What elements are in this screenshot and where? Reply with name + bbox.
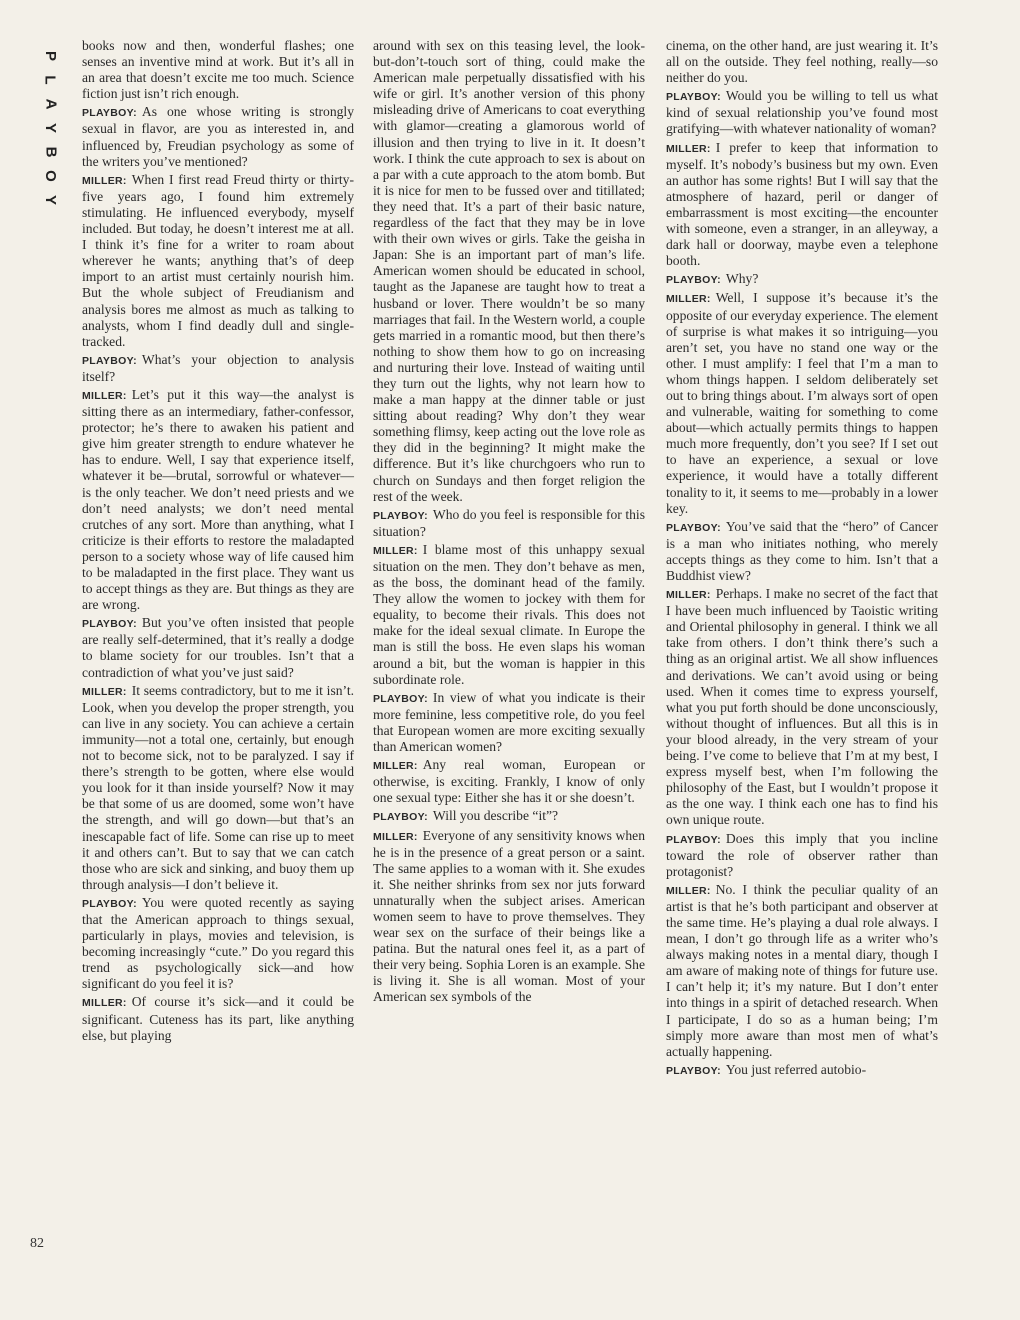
- paragraph-text: But you’ve often insisted that people are really self-determined, that it’s really a dodge to blame society for our troubles. Isn’t that a contradiction of what you’ve just said?: [82, 615, 354, 680]
- paragraph: [666, 290, 938, 516]
- paragraph-text: You’ve said that the “hero” of Cancer is a man who initiates nothing, who merely accepts things as they come to him. Isn’t that a Buddhist view?: [666, 518, 938, 583]
- paragraph-text: Does this imply that you incline toward the role of observer rather than protagonist?: [666, 830, 938, 879]
- speaker-label: MILLER:: [666, 293, 711, 306]
- speaker-label: PLAYBOY:: [666, 1064, 721, 1077]
- paragraph-text: Let’s put it this way—the analyst is sitting there as an intermediary, father-confessor, protector; he’s there to awaken his patient and give him greater strength to endure whatever he has to endure. Well, I say that experience itself, whatever it be—brutal, sorrowful or whatever—is the only teacher. We don’t need priests and we don’t need analysts; we don’t need mental crutches of any sort. More than anything, what I criticize is their efforts to restore the maladapted person to a society whose way of life caused him to be maladapted in the first place. They want us to accept things as they are. But things as they are are wrong.: [82, 386, 354, 613]
- paragraph: [82, 895, 354, 993]
- paragraph-text: Perhaps. I make no secret of the fact that I have been much influenced by Taoistic writing and Oriental philosophy in general. I think we all take from others. I don’t think there’s such a thing as an original artist. We all show influences and derivations. We can’t avoid using or being used. When it comes time to express yourself, what you put forth should be done unconsciously, without thought of influences. But all this is in your blood already, in the very stream of your being. I’ve come to believe that I’m at my best, I express myself best, when I’m following the philosophy of the East, but I wouldn’t propose it as the one way. I think each one has to find his own unique route.: [666, 586, 938, 828]
- masthead-letter: Y: [41, 122, 59, 134]
- paragraph-text: What’s your objection to analysis itself?: [82, 351, 354, 384]
- paragraph: [373, 757, 645, 806]
- speaker-label: MILLER:: [666, 589, 711, 602]
- speaker-label: PLAYBOY:: [82, 618, 137, 631]
- column-2: [373, 38, 645, 1008]
- paragraph: [666, 831, 938, 880]
- speaker-label: MILLER:: [666, 884, 711, 897]
- speaker-label: MILLER:: [373, 830, 418, 843]
- paragraph: [82, 615, 354, 680]
- paragraph-text: books now and then, wonderful flashes; one senses an inventive mind at work. But it’s all in an area that doesn’t excite me too much. Science fiction just isn’t rich enough.: [82, 38, 354, 102]
- paragraph-text: Will you describe “it”?: [432, 808, 559, 824]
- paragraph-text: cinema, on the other hand, are just wearing it. It’s all on the outside. They feel nothing, really—so neither do you.: [666, 38, 938, 86]
- paragraph-text: You were quoted recently as saying that the American approach to things sexual, particularly in plays, movies and television, is becoming increasingly “cute.” Do you regard this trend as psychologically sick—and how significant do you feel it is?: [82, 894, 354, 992]
- masthead-letter: Y: [41, 194, 59, 206]
- paragraph: [82, 683, 354, 893]
- paragraph-text: Any real woman, European or otherwise, is exciting. Frankly, I know of only one sexual type: Either she has it or she doesn’t.: [373, 757, 645, 806]
- paragraph-text: Why?: [725, 271, 759, 287]
- paragraph: [666, 271, 938, 288]
- column-1: [82, 38, 354, 1046]
- paragraph-text: I blame most of this unhappy sexual situation on the men. They don’t behave as men, as the boss, the dominant head of the family. They allow the women to jockey with them for equality, to become their rivals. This does not make for the ideal sexual climate. In Europe the man is still the boss. He even slaps his woman around a bit, but the woman is happier in this subordinate role.: [373, 541, 645, 687]
- paragraph-text: In view of what you indicate is their more feminine, less competitive role, do you feel that European women are more exciting sexually than American women?: [373, 689, 645, 755]
- paragraph: [82, 352, 354, 385]
- speaker-label: MILLER:: [666, 142, 711, 155]
- masthead: [38, 44, 62, 212]
- speaker-label: PLAYBOY:: [82, 354, 137, 367]
- masthead-letter: L: [41, 75, 59, 85]
- paragraph-text: It seems contradictory, but to me it isn’t. Look, when you develop the proper strength, you can live in any society. You can achieve a certain immunity—not a total one, certainly, but enough not to become sick, not to be paralyzed. I say if there’s strength to be gotten, where else would you look for it than inside yourself? Now it may be that some of us are doomed, some won’t have the strength, and will go down—but that’s an inescapable fact of life. Some can rise up to meet it and others can’t. But to say that we can catch those who are sick and sinking, and buoy them up through analysis—I don’t believe it.: [82, 682, 354, 892]
- paragraph: [666, 586, 938, 828]
- masthead-letter: O: [41, 170, 59, 182]
- paragraph: [666, 140, 938, 270]
- paragraph-text: I prefer to keep that information to myself. It’s nobody’s business but my own. Even an author has some rights! But I will say that the atmosphere of hazard, peril or danger of embarrassment is most exciting—the encounter with someone, even a stranger, in an alleyway, a dark hall or doorway, maybe even a telephone booth.: [666, 139, 938, 269]
- paragraph-text: No. I think the peculiar quality of an artist is that he’s both participant and observer at the same time. He’s playing a dual role always. I mean, I don’t go through life as a writer who’s always making notes in a mental diary, though I am aware of making note of things for future use. I can’t help it; it’s my nature. But I don’t enter into things in a spirit of detached research. When I participate, I do so as a human being; I’m simply more aware than most men of what’s actually happening.: [666, 881, 938, 1059]
- paragraph: [666, 882, 938, 1060]
- paragraph-text: Would you be willing to tell us what kind of sexual relationship you’ve found most gratifying—with whatever nationality of woman?: [666, 88, 938, 137]
- paragraph: [373, 507, 645, 540]
- speaker-label: PLAYBOY:: [666, 521, 721, 534]
- column-3: [666, 38, 938, 1081]
- speaker-label: MILLER:: [373, 760, 418, 773]
- speaker-label: PLAYBOY:: [82, 897, 137, 910]
- speaker-label: MILLER:: [82, 685, 127, 698]
- speaker-label: PLAYBOY:: [373, 509, 428, 522]
- paragraph: [373, 542, 645, 688]
- speaker-label: PLAYBOY:: [373, 811, 428, 824]
- paragraph: [666, 1062, 938, 1079]
- masthead-letter: P: [41, 50, 59, 62]
- speaker-label: PLAYBOY:: [82, 107, 137, 120]
- paragraph: [666, 519, 938, 584]
- speaker-label: MILLER:: [82, 389, 127, 402]
- paragraph-text: Of course it’s sick—and it could be significant. Cuteness has its part, like anything else, but playing: [82, 994, 354, 1043]
- paragraph: [373, 38, 645, 505]
- paragraph-text: You just referred autobio-: [725, 1061, 867, 1077]
- paragraph: [373, 828, 645, 1006]
- paragraph-text: Who do you feel is responsible for this situation?: [373, 506, 645, 539]
- paragraph: [373, 690, 645, 755]
- paragraph-text: Everyone of any sensitivity knows when he is in the presence of a great person or a saint. The same applies to a woman with it. She exudes it. She neither shrinks from sex nor juts forward unnaturally when the subject arises. American women seem to have to prove themselves. They wear sex on the surface of their beings like a patina. But the natural ones feel it, as a part of their very being. Sophia Loren is an example. She is living it. She is all woman. Most of your American sex symbols of the: [373, 827, 645, 1005]
- paragraph-text: As one whose writing is strongly sexual in flavor, are you as interested in, and influenced by, Freudian psychology as some of the writers you’ve mentioned?: [82, 104, 354, 169]
- paragraph: [82, 994, 354, 1043]
- paragraph: [82, 172, 354, 350]
- speaker-label: PLAYBOY:: [666, 833, 721, 846]
- paragraph-text: Well, I suppose it’s because it’s the opposite of our everyday experience. The element of surprise is what makes it so intriguing—you aren’t set, you have no stand one way or the other. I must amplify: I feel that I’m a man to whom things happen. I seldom deliberately set out to bring things about. I’m always sort of open and vulnerable, waiting for something to come about—which actually permits things to happen much more frequently, don’t you see? If I set out to have an experience, a sexual or love experience, it would have a totally different tonality to it, it seems to me—probably in a lower key.: [666, 290, 938, 516]
- speaker-label: PLAYBOY:: [666, 274, 721, 287]
- paragraph-text: When I first read Freud thirty or thirty-five years ago, I found him extremely stimulating. He influenced everybody, myself included. But today, he doesn’t interest me at all. I think it’s fine for a writer to roam about wherever he wants; anything that’s of deep import to an artist must certainly nourish him. But the whole subject of Freudianism and analysis bores me almost as much as talking to analysts, whom I find deadly dull and single-tracked.: [82, 171, 354, 349]
- speaker-label: MILLER:: [373, 544, 418, 557]
- speaker-label: PLAYBOY:: [666, 91, 721, 104]
- paragraph: [666, 38, 938, 86]
- masthead-letter: B: [42, 146, 59, 158]
- paragraph: [373, 808, 645, 825]
- paragraph: [666, 88, 938, 137]
- paragraph: [82, 38, 354, 102]
- speaker-label: MILLER:: [82, 174, 127, 187]
- speaker-label: MILLER:: [82, 997, 127, 1010]
- masthead-letter: A: [42, 98, 59, 110]
- page-number: 82: [30, 1236, 44, 1251]
- paragraph-text: around with sex on this teasing level, the look-but-don’t-touch sort of thing, could make the American male perpetually dissatisfied with his wife or girl. It’s another version of this phony misleading drive of Americans to coat everything with glamor—creating a glamorous world of illusion and then trying to live in it. It doesn’t work. I think the cute approach to sex is about on a par with a cute approach to the atom bomb. But it is nice for men to be fussed over and titillated; they need that. It’s a part of their basic nature, regardless of the fact that they may be in love with their own wives or girls. Take the geisha in Japan: She is an important part of man’s life. American women should be educated in school, taught as the Japanese are taught how to treat a husband or lover. There wouldn’t be so many marriages that fail. In the Western world, a couple gets married in a romantic mood, but then there’s nothing to show them how to go on increasing and nurturing their love. Instead of waiting until they turn out the lights, why not learn how to make a man happy at the dinner table or just sitting about reading? Why don’t they wear something flimsy, keep acting out the love role as they did in the beginning? It might make the difference. But it’s like churchgoers who run to church on Sundays and then forget religion the rest of the week.: [373, 38, 645, 504]
- paragraph: [82, 387, 354, 613]
- paragraph: [82, 104, 354, 169]
- speaker-label: PLAYBOY:: [373, 692, 428, 705]
